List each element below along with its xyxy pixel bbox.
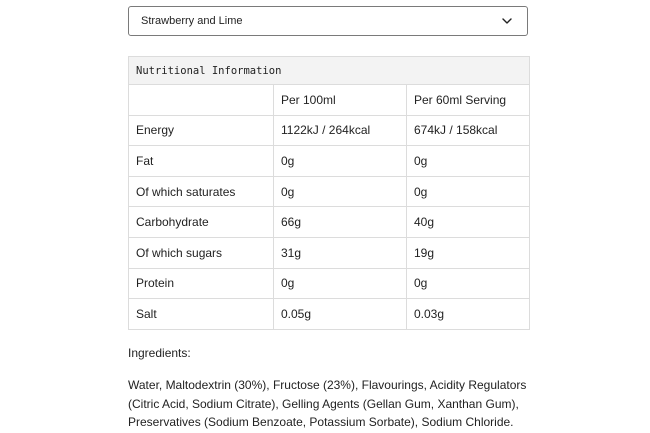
nutrient-name: Of which saturates: [129, 176, 274, 207]
nutrient-name: Fat: [129, 146, 274, 177]
nutrient-name: Salt: [129, 299, 274, 330]
ingredients-line: (Citric Acid, Sodium Citrate), Gelling Agents (Gellan Gum, Xanthan Gum),: [128, 396, 519, 411]
table-row: [129, 268, 530, 299]
nutrient-name: Carbohydrate: [129, 207, 274, 238]
per-serving-value: 0g: [407, 146, 530, 177]
per-100ml-value: 0g: [274, 268, 407, 299]
nutrition-table-title: Nutritional Information: [129, 57, 530, 85]
ingredients-text: [128, 376, 528, 432]
ingredients-line: Water, Maltodextrin (30%), Fructose (23%), Flavourings, Acidity Regulators: [128, 378, 527, 392]
nutrient-name: Protein: [129, 268, 274, 299]
column-header-per-100ml: Per 100ml: [274, 85, 407, 116]
column-header-nutrient: [129, 85, 274, 116]
per-100ml-value: 0g: [274, 146, 407, 177]
flavour-select-value: Strawberry and Lime: [141, 15, 243, 27]
nutrient-name: Energy: [129, 115, 274, 146]
table-row: [129, 176, 530, 207]
per-serving-value: 0.03g: [407, 299, 530, 330]
table-row: [129, 146, 530, 177]
per-serving-value: 40g: [407, 207, 530, 238]
table-row: [129, 207, 530, 238]
flavour-select[interactable]: [128, 6, 528, 36]
ingredients-line: Preservatives (Sodium Benzoate, Potassium Sorbate), Sodium Chloride.: [128, 415, 514, 429]
table-row: [129, 237, 530, 268]
nutrition-table-header-row: [129, 85, 530, 116]
per-serving-value: 0g: [407, 268, 530, 299]
column-header-per-serving: Per 60ml Serving: [407, 85, 530, 116]
nutrient-name: Of which sugars: [129, 237, 274, 268]
per-serving-value: 19g: [407, 237, 530, 268]
per-serving-value: 674kJ / 158kcal: [407, 115, 530, 146]
per-100ml-value: 1122kJ / 264kcal: [274, 115, 407, 146]
ingredients-heading: Ingredients:: [128, 346, 191, 360]
table-row: [129, 299, 530, 330]
table-row: [129, 115, 530, 146]
nutrition-table: [128, 56, 530, 330]
per-100ml-value: 31g: [274, 237, 407, 268]
per-100ml-value: 0g: [274, 176, 407, 207]
nutrition-table-caption-row: [129, 57, 530, 85]
chevron-down-icon-graphic: [501, 15, 513, 27]
per-serving-value: 0g: [407, 176, 530, 207]
per-100ml-value: 66g: [274, 207, 407, 238]
per-100ml-value: 0.05g: [274, 299, 407, 330]
chevron-down-icon[interactable]: [501, 15, 513, 27]
